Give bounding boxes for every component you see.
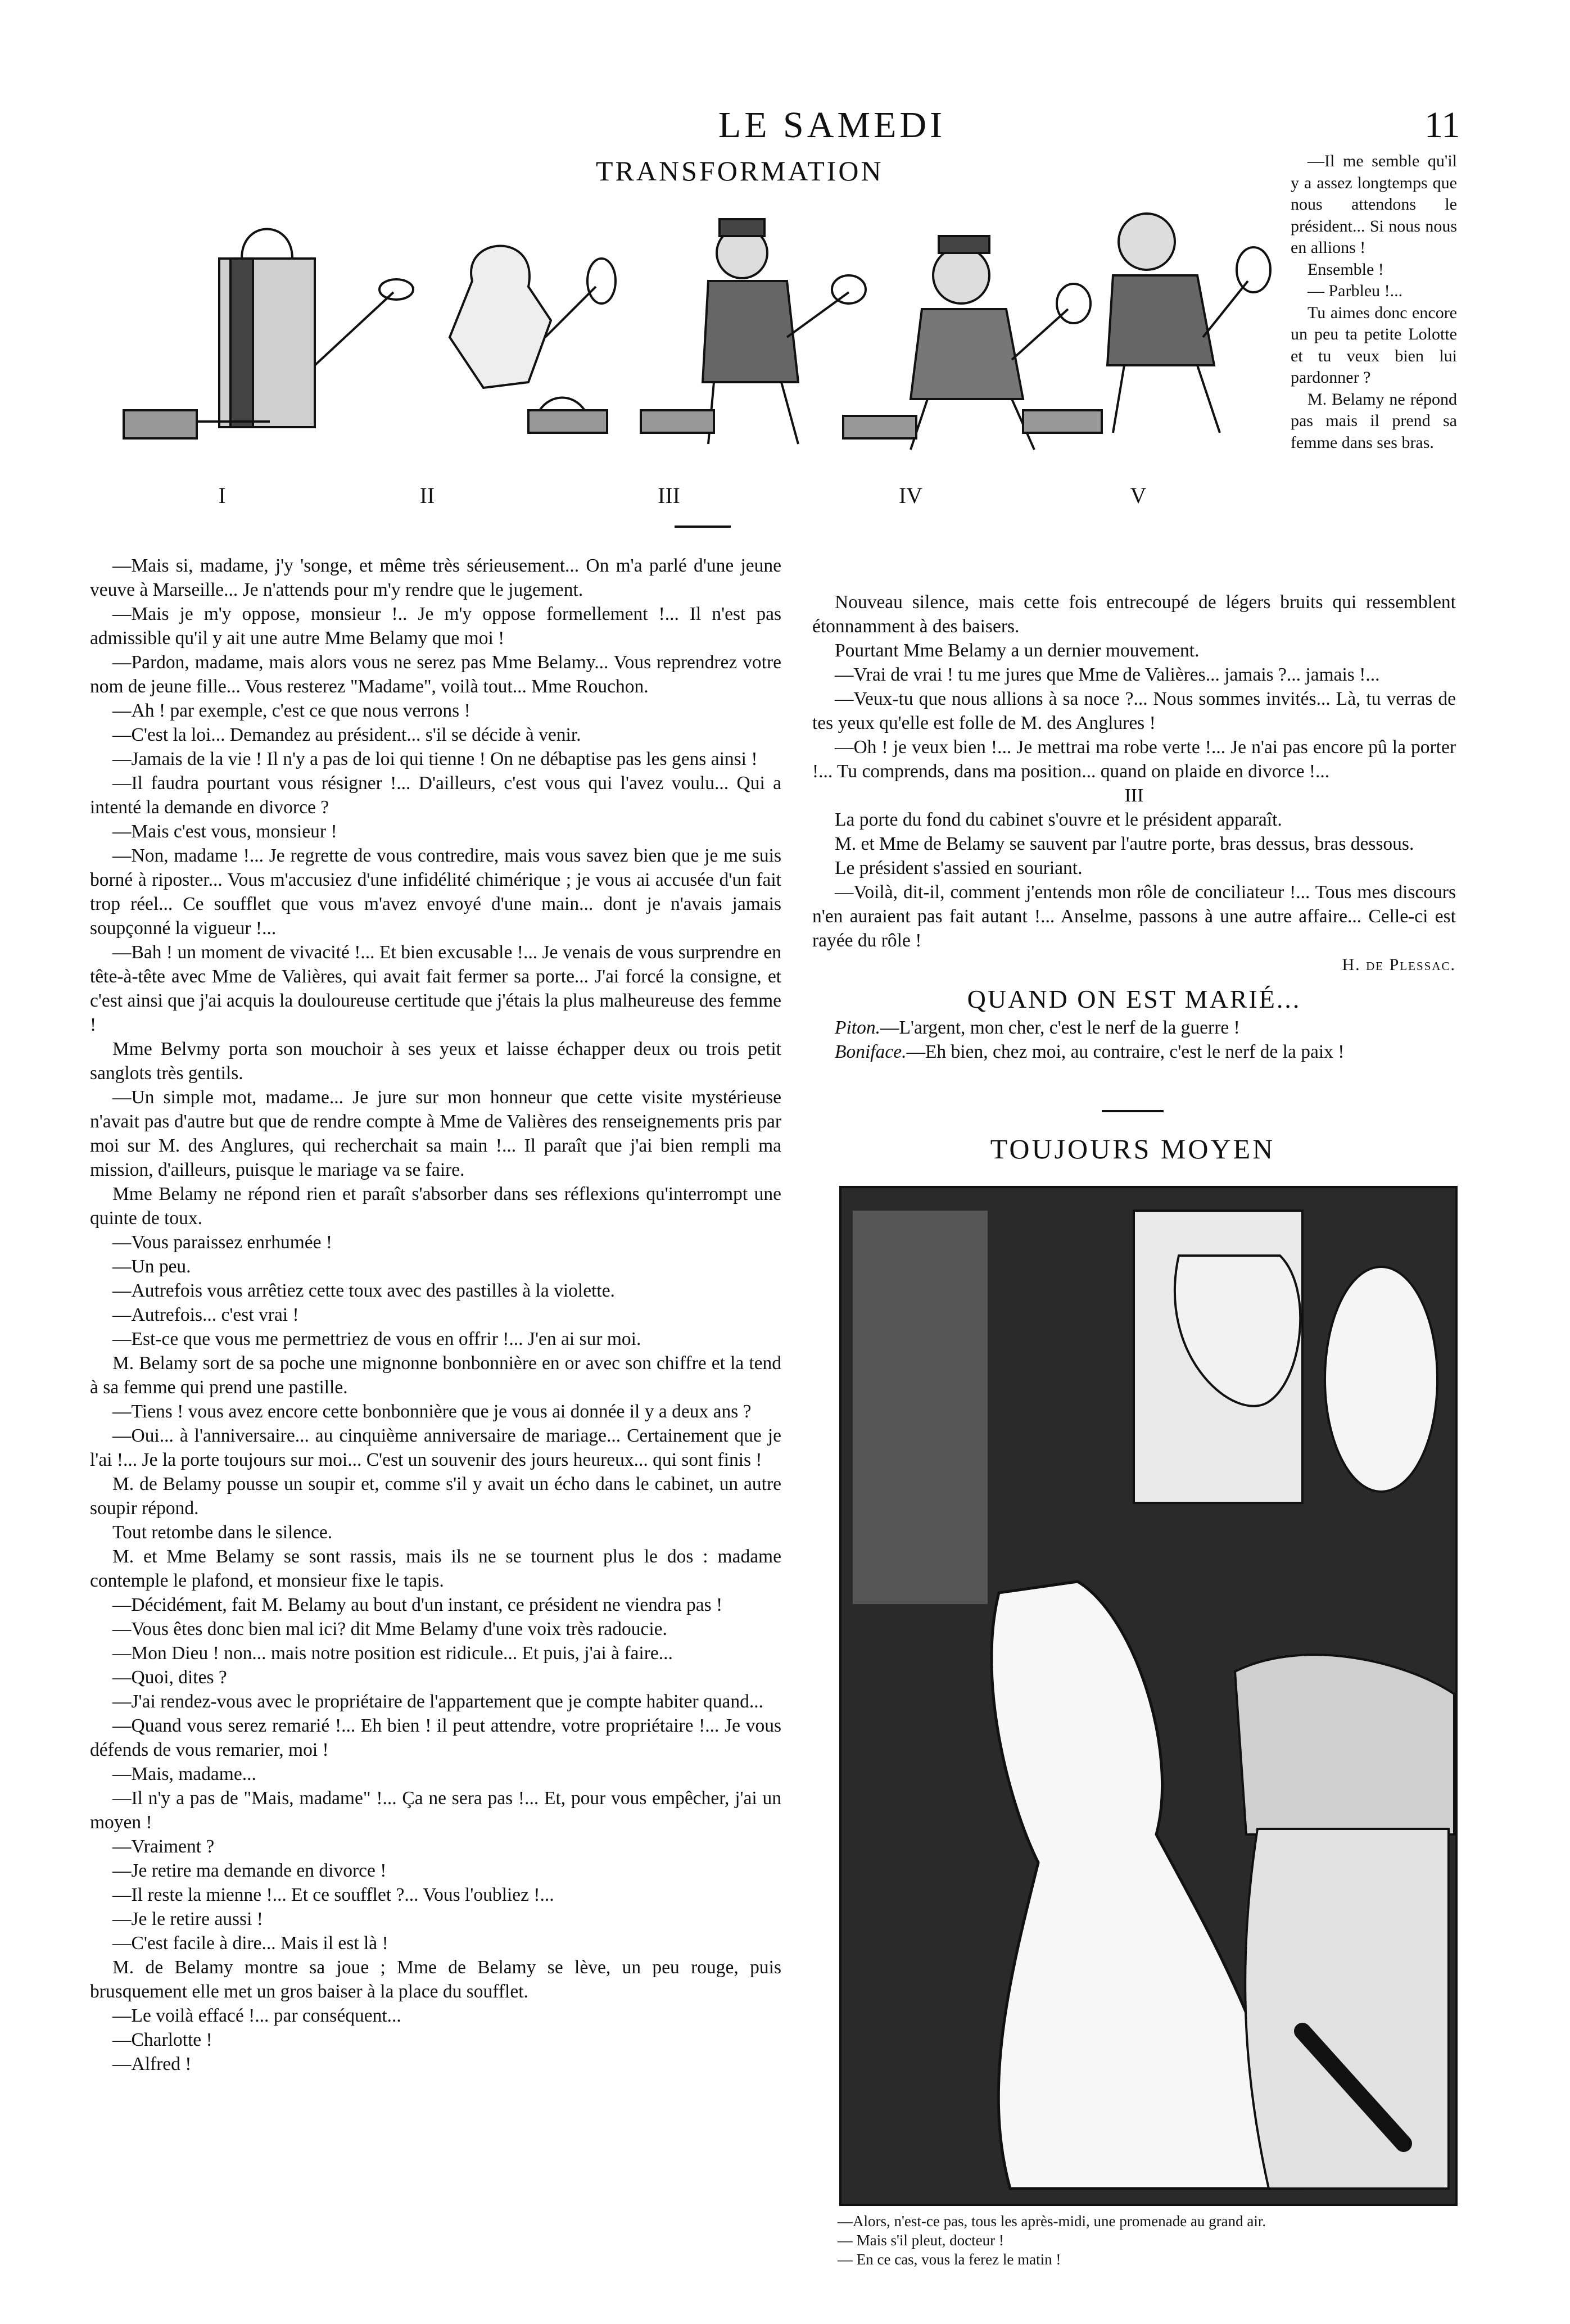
- transformation-title: TRANSFORMATION: [596, 155, 884, 187]
- dialogue-line: [812, 1040, 1456, 1064]
- general-figure-drawing: [1023, 214, 1270, 433]
- story-paragraph: —Charlotte !: [112, 2029, 212, 2050]
- masthead: LE SAMEDI: [718, 105, 946, 146]
- ghost-figure-drawing: [450, 246, 616, 433]
- signature: H. de Plessac.: [1342, 955, 1456, 974]
- story-paragraph: Le président s'assied en souriant.: [835, 858, 1083, 878]
- story-paragraph: —Pardon, madame, mais alors vous ne serez pas Mme Belamy... Vous reprendrez votre nom de jeune fille... Vous resterez "Madame", voilà tout... Mme Rouchon.: [90, 652, 781, 697]
- story-paragraph: —Alfred !: [112, 2054, 192, 2074]
- toujours-caption: [838, 2212, 1456, 2269]
- story-paragraph: —Non, madame !... Je regrette de vous contredire, mais vous savez bien que je me suis borné à riposter... Vous m'accusiez d'une infidélité chimérique ; je vous ai accusée d'un fait trop réel... Ce soufflet que vous m'avez envoyé d'une main... dont je n'avais jamais soupçonné la vigueur !...: [90, 845, 781, 939]
- story-paragraph: —Un simple mot, madame... Je jure sur mon honneur que cette visite mystérieuse n'avait pas d'autre but que de rendre compte à Mme de Valières des renseignements pris par moi sur M. des Anglures, qui recherchait sa main !... Il paraît que j'ai bien rempli ma mission, d'ailleurs, puisque le mariage va se faire.: [90, 1087, 781, 1180]
- caption-line: —Alors, n'est-ce pas, tous les après-midi, une promenade au grand air.: [838, 2213, 1266, 2230]
- story-paragraph: —Voilà, dit-il, comment j'entends mon rôle de conciliateur !... Tous mes discours n'en auraient pas fait autant !... Anselme, passons à une autre affaire... Celle-ci est rayée du rôle !: [812, 882, 1456, 951]
- soldier-figure-drawing: [641, 219, 866, 444]
- story-paragraph: —Vous êtes donc bien mal ici? dit Mme Belamy d'une voix très radoucie.: [112, 1619, 667, 1639]
- sidebar-paragraph: M. Belamy ne répond pas mais il prend sa femme dans ses bras.: [1291, 389, 1457, 452]
- caption-line: — Mais s'il pleut, docteur !: [838, 2232, 1004, 2249]
- story-left-column: [90, 554, 781, 2076]
- story-paragraph: —J'ai rendez-vous avec le propriétaire de l'appartement que je compte habiter quand...: [112, 1691, 764, 1712]
- story-paragraph: Mme Belvmy porta son mouchoir à ses yeux et laisse échapper deux ou trois petit sanglots très gentils.: [90, 1039, 781, 1084]
- story-paragraph: —C'est facile à dire... Mais il est là !: [112, 1933, 388, 1954]
- watering-can-drawing: [124, 229, 413, 439]
- divider: [1102, 1110, 1164, 1112]
- story-paragraph: M. de Belamy montre sa joue ; Mme de Belamy se lève, un peu rouge, puis brusquement elle met un gros baiser à la place du soufflet.: [90, 1957, 781, 2002]
- story-paragraph: M. et Mme de Belamy se sauvent par l'autre porte, bras dessus, bras dessous.: [835, 833, 1414, 854]
- frame-label-5: V: [1130, 483, 1147, 508]
- quand-title: QUAND ON EST MARIÉ...: [967, 985, 1301, 1013]
- story-paragraph: —Vous paraissez enrhumée !: [112, 1232, 333, 1253]
- sidebar-paragraph: — Parbleu !...: [1307, 282, 1403, 300]
- story-paragraph: Nouveau silence, mais cette fois entrecoupé de légers bruits qui ressemblent étonnamment à des baisers.: [812, 592, 1456, 637]
- story-paragraph: —C'est la loi... Demandez au président... s'il se décide à venir.: [112, 724, 581, 745]
- story-paragraph: —Bah ! un moment de vivacité !... Et bien excusable !... Je venais de vous surprendre en tête-à-tête avec Mme de Valières, qui avait fait fermer sa porte... J'ai forcé la consigne, et c'est ainsi que j'ai acquis la douloureuse certitude que j'étais la plus malheureuse des femme !: [90, 942, 781, 1035]
- speaker-name: Boniface.: [835, 1041, 907, 1062]
- story-paragraph: —Mais si, madame, j'y 'songe, et même très sérieusement... On m'a parlé d'une jeune veuve à Marseille... Je n'attends pour m'y rendre que le jugement.: [90, 555, 781, 600]
- transformation-sidebar: [1291, 151, 1457, 454]
- story-paragraph: —Je le retire aussi !: [112, 1909, 263, 1929]
- divider: [675, 525, 731, 528]
- story-paragraph: —Mais je m'y oppose, monsieur !.. Je m'y oppose formellement !... Il n'est pas admissible qu'il y ait une autre Mme Belamy que moi !: [90, 604, 781, 649]
- dialogue-text: —L'argent, mon cher, c'est le nerf de la guerre !: [880, 1017, 1240, 1038]
- story-paragraph: —Il reste la mienne !... Et ce soufflet ?... Vous l'oubliez !...: [112, 1884, 554, 1905]
- frame-label-1: I: [218, 483, 226, 508]
- story-paragraph: M. et Mme Belamy se sont rassis, mais ils ne se tournent plus le dos : madame contemple le plafond, et monsieur fixe le tapis.: [90, 1546, 781, 1591]
- story-paragraph: —Ah ! par exemple, c'est ce que nous verrons !: [112, 700, 470, 721]
- speaker-name: Piton.: [835, 1017, 880, 1038]
- page-number: 11: [1424, 105, 1460, 146]
- story-paragraph: —Vrai de vrai ! tu me jures que Mme de Valières... jamais ?... jamais !...: [835, 664, 1380, 685]
- dialogue-text: —Eh bien, chez moi, au contraire, c'est le nerf de la paix !: [906, 1041, 1345, 1062]
- story-right-column: [812, 590, 1456, 1064]
- story-paragraph: —Autrefois... c'est vrai !: [112, 1304, 299, 1325]
- sidebar-paragraph: —Il me semble qu'il y a assez longtemps que nous attendons le président... Si nous nous en allions !: [1291, 152, 1457, 257]
- story-paragraph: M. Belamy sort de sa poche une mignonne bonbonnière en or avec son chiffre et la tend à sa femme qui prend une pastille.: [90, 1353, 781, 1398]
- frame-label-2: II: [419, 483, 435, 508]
- story-paragraph: —Je retire ma demande en divorce !: [112, 1860, 387, 1881]
- story-paragraph: —Quand vous serez remarié !... Eh bien ! il peut attendre, votre propriétaire !... Je vous défends de vous remarier, moi !: [90, 1715, 781, 1760]
- frame-label-3: III: [658, 483, 680, 508]
- sidebar-paragraph: Tu aimes donc encore un peu ta petite Lolotte et tu veux bien lui pardonner ?: [1291, 303, 1457, 387]
- story-paragraph: —Vraiment ?: [112, 1836, 215, 1857]
- story-paragraph: —Est-ce que vous me permettriez de vous en offrir !... J'en ai sur moi.: [112, 1329, 641, 1349]
- story-paragraph: —Mais c'est vous, monsieur !: [112, 821, 337, 842]
- story-paragraph: —Quoi, dites ?: [112, 1667, 227, 1688]
- illustration-drawing: [841, 1188, 1455, 2204]
- story-paragraph: —Tiens ! vous avez encore cette bonbonnière que je vous ai donnée il y a deux ans ?: [112, 1401, 752, 1422]
- story-paragraph: Pourtant Mme Belamy a un dernier mouvement.: [835, 640, 1200, 661]
- story-paragraph: —Un peu.: [112, 1256, 191, 1277]
- transformation-illustration: [101, 197, 1282, 455]
- story-paragraph: Mme Belamy ne répond rien et paraît s'absorber dans ses réflexions qu'interrompt une quinte de toux.: [90, 1184, 781, 1229]
- dialogue-line: [812, 1016, 1456, 1040]
- story-paragraph: —Oui... à l'anniversaire... au cinquième anniversaire de mariage... Certainement que je l'ai !... Je la porte toujours sur moi... C'est un souvenir des jours heureux... qui sont finis !: [90, 1425, 781, 1470]
- part-numeral: III: [1124, 785, 1144, 806]
- toujours-title: TOUJOURS MOYEN: [990, 1133, 1275, 1165]
- story-paragraph: La porte du fond du cabinet s'ouvre et le président apparaît.: [835, 809, 1282, 830]
- story-paragraph: —Mais, madame...: [112, 1764, 256, 1784]
- story-paragraph: —Mon Dieu ! non... mais notre position est ridicule... Et puis, j'ai à faire...: [112, 1643, 673, 1664]
- toujours-illustration: [839, 1186, 1458, 2206]
- frame-label-4: IV: [898, 483, 923, 508]
- story-paragraph: —Autrefois vous arrêtiez cette toux avec des pastilles à la violette.: [112, 1280, 615, 1301]
- story-paragraph: Tout retombe dans le silence.: [112, 1522, 333, 1543]
- story-paragraph: —Décidément, fait M. Belamy au bout d'un instant, ce président ne viendra pas !: [112, 1594, 723, 1615]
- story-paragraph: —Jamais de la vie ! Il n'y a pas de loi qui tienne ! On ne débaptise pas les gens ainsi !: [112, 749, 758, 769]
- story-paragraph: —Veux-tu que nous allions à sa noce ?... Nous sommes invités... Là, tu verras de tes yeux qu'elle est folle de M. des Anglures !: [812, 688, 1456, 733]
- story-paragraph: —Le voilà effacé !... par conséquent...: [112, 2005, 401, 2026]
- sidebar-paragraph: Ensemble !: [1307, 260, 1384, 279]
- story-paragraph: —Oh ! je veux bien !... Je mettrai ma robe verte !... Je n'ai pas encore pû la porter !... Tu comprends, dans ma position... quand on plaide en divorce !...: [812, 737, 1456, 782]
- caption-line: — En ce cas, vous la ferez le matin !: [838, 2251, 1061, 2268]
- story-paragraph: —Il faudra pourtant vous résigner !... D'ailleurs, c'est vous qui l'avez voulu... Qui a intenté la demande en divorce ?: [90, 773, 781, 818]
- story-paragraph: —Il n'y a pas de "Mais, madame" !... Ça ne sera pas !... Et, pour vous empêcher, j'ai un moyen !: [90, 1788, 781, 1833]
- story-paragraph: M. de Belamy pousse un soupir et, comme s'il y avait un écho dans le cabinet, un autre soupir répond.: [90, 1474, 781, 1519]
